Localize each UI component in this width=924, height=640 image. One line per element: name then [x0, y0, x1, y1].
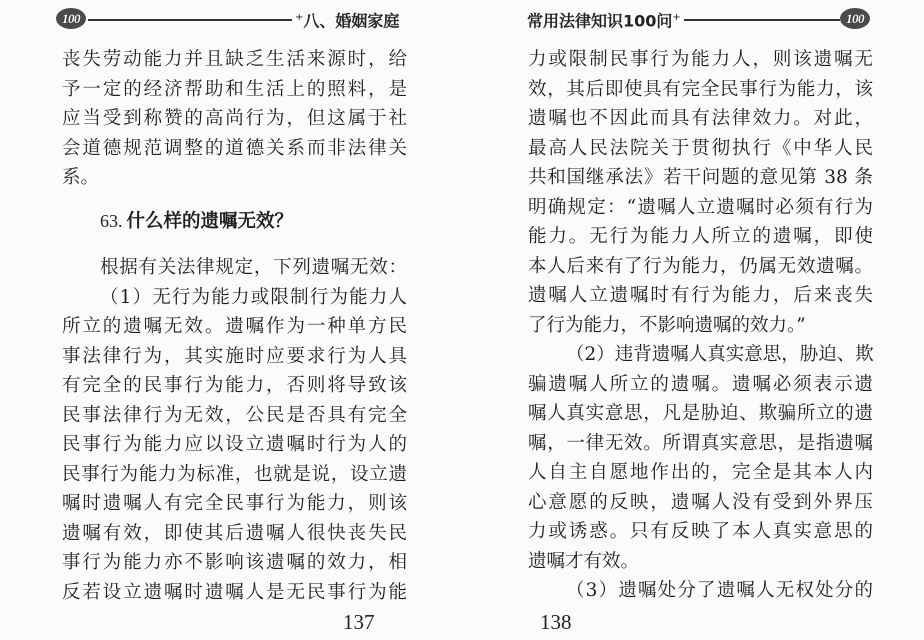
book-logo-badge: 100: [56, 8, 86, 29]
text-line: 遗嘱人立遗嘱时有行为能力，后来丧失: [528, 285, 873, 306]
text-line: （3）遗嘱处分了遗嘱人无权处分的: [566, 580, 873, 601]
text-line: 人自主自愿地作出的，完全是其本人内: [528, 462, 873, 483]
header-mark: +: [672, 12, 681, 23]
text-line: 遗嘱也不因此而具有法律效力。对此，: [528, 108, 873, 129]
text-line: 应当受到称赞的高尚行为，但这属于社: [62, 108, 407, 129]
text-line: 嘱，一律无效。所谓真实意思，是指遗嘱: [528, 432, 873, 454]
text-line: 力或诱惑。只有反映了本人真实意思的: [528, 521, 873, 542]
text-line: 根据有关法律规定，下列遗嘱无效：: [100, 257, 407, 278]
text-line: 骗遗嘱人所立的遗嘱。遗嘱必须表示遗: [528, 373, 873, 395]
text-line: （2）违背遗嘱人真实意思，胁迫、欺: [566, 344, 874, 365]
text-line: 所立的遗嘱无效。遗嘱作为一种单方民: [62, 316, 407, 337]
header-mark: +: [295, 12, 304, 23]
text-line: 有完全的民事行为能力，否则将导致该: [62, 375, 407, 396]
text-line: 遗嘱有效，即使其后遗嘱人很快丧失民: [62, 522, 407, 544]
text-line: 会道德规范调整的道德关系而非法律关: [62, 137, 407, 159]
text-line: 心意愿的反映，遗嘱人没有受到外界压: [528, 491, 873, 513]
question-heading: [100, 207, 293, 237]
text-line: 力或限制民事行为能力人，则该遗嘱无: [528, 49, 873, 70]
header-rule: [88, 19, 292, 21]
text-line: 共和国继承法》若干问题的意见第 38 条: [528, 167, 873, 188]
text-line: 民事法律行为无效，公民是否具有完全: [62, 404, 407, 426]
text-line: 能力。无行为能力人所立的遗嘱，即使: [528, 226, 873, 247]
page-number: 138: [540, 610, 572, 634]
section-title: 八、婚姻家庭: [303, 11, 400, 31]
running-header-section: [295, 6, 399, 33]
text-line: 嘱人真实意思，凡是胁迫、欺骗所立的遗: [528, 403, 873, 424]
question-title: 什么样的遗嘱无效？: [126, 211, 294, 232]
book-title: 常用法律知识100问: [527, 11, 673, 31]
text-line: 最高人民法院关于贯彻执行《中华人民: [528, 137, 873, 159]
text-line: 反若设立遗嘱时遗嘱人是无民事行为能: [62, 581, 407, 603]
text-line: 系。: [62, 167, 100, 188]
text-line: 事行为能力亦不影响该遗嘱的效力，相: [62, 552, 407, 573]
text-line: 民事行为能力应以设立遗嘱时行为人的: [62, 434, 407, 455]
text-line: 嘱时遗嘱人有完全民事行为能力，则该: [62, 493, 407, 514]
question-number: 63.: [100, 211, 123, 231]
page-number: 137: [343, 610, 375, 634]
text-line: 遗嘱才有效。: [528, 550, 640, 572]
running-header-book-title: [527, 6, 681, 33]
text-line: 事法律行为，其实施时应要求行为人具: [62, 345, 407, 367]
text-line: 本人后来有了行为能力，仍属无效遗嘱。: [528, 255, 873, 277]
text-line: 效，其后即使具有完全民事行为能力，该: [528, 78, 873, 100]
text-line: 明确规定：“遗嘱人立遗嘱时必须有行为: [528, 196, 873, 218]
text-line: （1）无行为能力或限制行为能力人: [100, 286, 407, 308]
text-line: 丧失劳动能力并且缺乏生活来源时，给: [62, 49, 407, 70]
book-logo-badge: 100: [840, 8, 870, 29]
text-line: 了行为能力，不影响遗嘱的效力。”: [528, 314, 806, 336]
text-line: 予一定的经济帮助和生活上的照料，是: [62, 78, 407, 100]
header-rule: [684, 19, 840, 21]
text-line: 民事行为能力为标准，也就是说，设立遗: [62, 463, 407, 485]
